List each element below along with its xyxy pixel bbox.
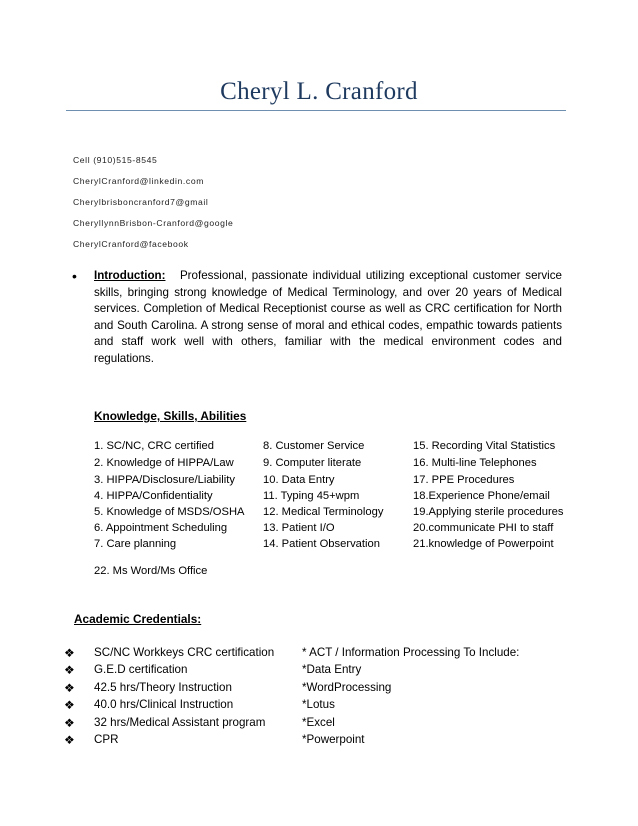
diamond-bullet-icon: ❖ <box>64 663 75 677</box>
credential-item: G.E.D certification <box>94 663 188 676</box>
contact-google: CheryllynnBrisbon-Cranford@google <box>73 218 234 228</box>
act-item: *Data Entry <box>302 663 362 676</box>
skill-item: 16. Multi-line Telephones <box>413 457 537 469</box>
diamond-bullet-icon: ❖ <box>64 681 75 695</box>
credential-item: 40.0 hrs/Clinical Instruction <box>94 698 234 711</box>
skill-item: 6. Appointment Scheduling <box>94 522 228 534</box>
credential-item: SC/NC Workkeys CRC certification <box>94 646 275 659</box>
title-divider <box>66 110 566 111</box>
diamond-bullet-icon: ❖ <box>64 716 75 730</box>
skill-item: 14. Patient Observation <box>263 538 380 550</box>
skill-item: 8. Customer Service <box>263 440 365 452</box>
skill-item: 11. Typing 45+wpm <box>263 490 360 502</box>
skill-item: 4. HIPPA/Confidentiality <box>94 490 213 502</box>
skill-item: 22. Ms Word/Ms Office <box>94 565 208 577</box>
introduction-label: Introduction: <box>94 269 166 282</box>
act-item: *Lotus <box>302 698 335 711</box>
skill-item: 10. Data Entry <box>263 474 335 486</box>
skill-item: 1. SC/NC, CRC certified <box>94 440 214 452</box>
diamond-bullet-icon: ❖ <box>64 733 75 747</box>
introduction-paragraph <box>94 268 562 368</box>
contact-gmail: Cherylbrisboncranford7@gmail <box>73 197 209 207</box>
act-item: *Excel <box>302 716 335 729</box>
skill-item: 5. Knowledge of MSDS/OSHA <box>94 506 245 518</box>
act-item: *Powerpoint <box>302 733 365 746</box>
credential-item: 32 hrs/Medical Assistant program <box>94 716 266 729</box>
skill-item: 18.Experience Phone/email <box>413 490 550 502</box>
academic-heading: Academic Credentials: <box>74 612 202 626</box>
diamond-bullet-icon: ❖ <box>64 646 75 660</box>
skill-item: 17. PPE Procedures <box>413 474 515 486</box>
bullet-icon: • <box>72 268 77 284</box>
skill-item: 19.Applying sterile procedures <box>413 506 564 518</box>
skill-item: 12. Medical Terminology <box>263 506 384 518</box>
resume-name: Cheryl L. Cranford <box>220 78 418 105</box>
skills-heading: Knowledge, Skills, Abilities <box>94 409 247 423</box>
skill-item: 3. HIPPA/Disclosure/Liability <box>94 474 235 486</box>
introduction-text: Professional, passionate individual utilizing exceptional customer service skills, bringing strong knowledge of Medical Terminology, and over 20 years of Medical services. Completion of Medical Receptionist course as well as CRC certification for North and South Carolina. A strong sense of moral and ethical codes, empathic towards patients and staff work well with others, familiar with the medical environment codes and regulations. <box>94 269 562 365</box>
skill-item: 7. Care planning <box>94 538 177 550</box>
introduction-section <box>72 268 562 368</box>
skill-item: 20.communicate PHI to staff <box>413 522 554 534</box>
contact-linkedin: CherylCranford@linkedin.com <box>73 176 204 186</box>
skill-item: 21.knowledge of Powerpoint <box>413 538 554 550</box>
skill-item: 9. Computer literate <box>263 457 362 469</box>
diamond-bullet-icon: ❖ <box>64 698 75 712</box>
skill-item: 2. Knowledge of HIPPA/Law <box>94 457 234 469</box>
contact-phone: Cell (910)515-8545 <box>73 155 158 165</box>
act-item: * ACT / Information Processing To Include: <box>302 646 520 659</box>
credential-item: CPR <box>94 733 119 746</box>
skill-item: 13. Patient I/O <box>263 522 335 534</box>
act-item: *WordProcessing <box>302 681 392 694</box>
credential-item: 42.5 hrs/Theory Instruction <box>94 681 232 694</box>
skill-item: 15. Recording Vital Statistics <box>413 440 556 452</box>
contact-facebook: CherylCranford@facebook <box>73 239 189 249</box>
